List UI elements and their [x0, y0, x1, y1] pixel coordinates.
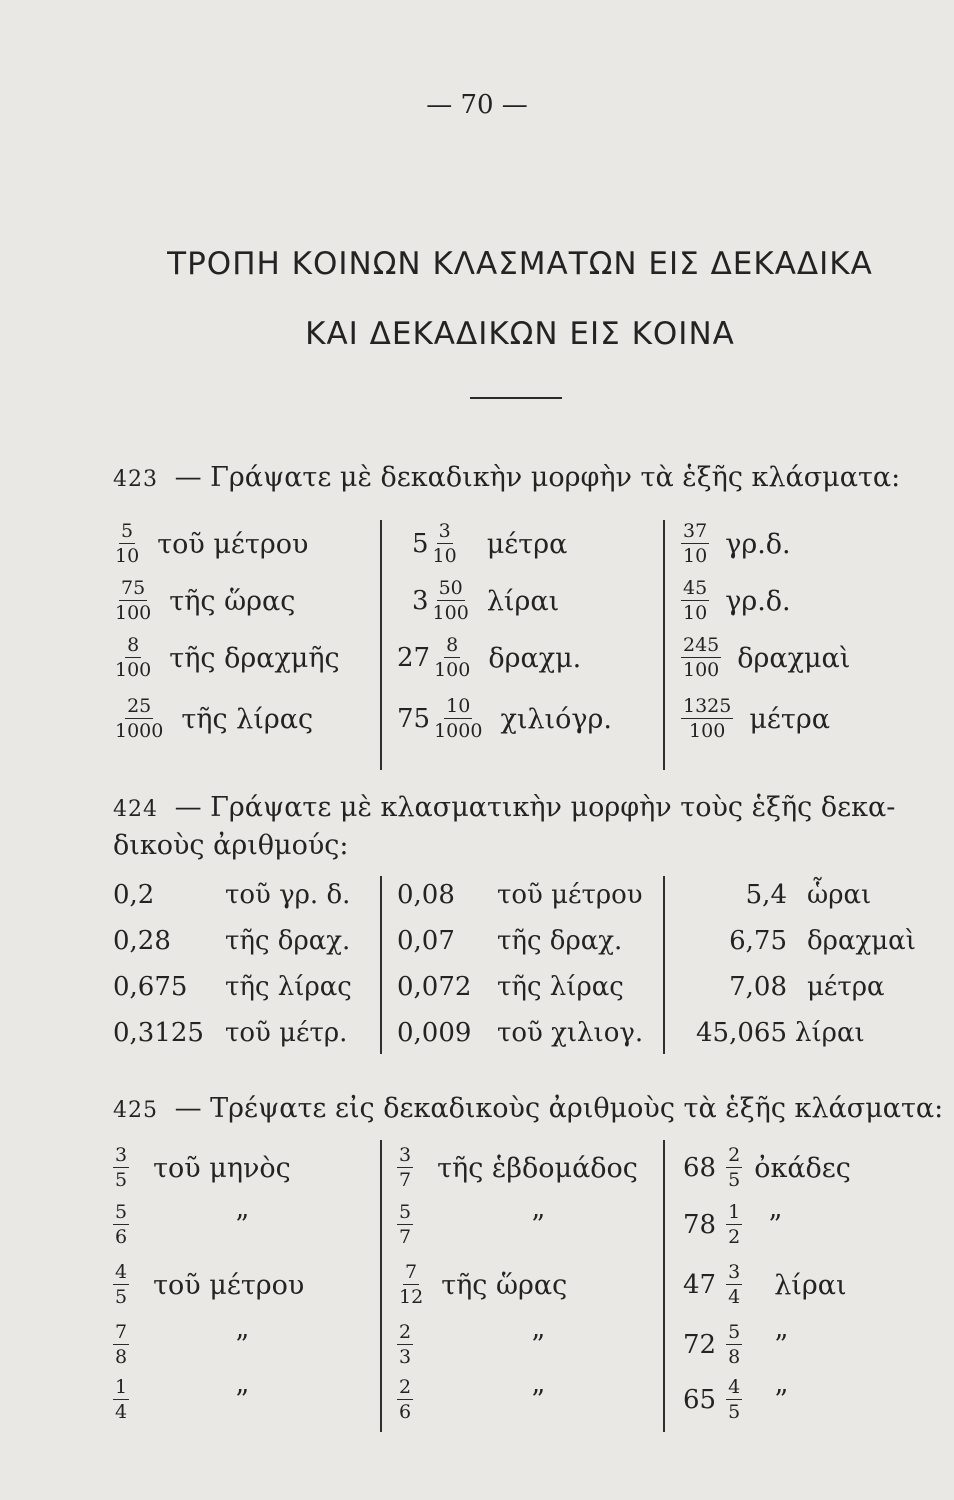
- fraction: $\frac{25}{1000}$: [115, 695, 164, 742]
- fraction: $\frac{7}{8}$: [115, 1321, 128, 1368]
- fraction: $\frac{2}{3}$: [399, 1321, 412, 1368]
- fraction-item: $\frac{75}{100}$ τῆς ὥρας: [115, 577, 296, 624]
- fraction: $\frac{3}{5}$: [115, 1144, 128, 1191]
- fraction-item: $\frac{37}{10}$ γρ.δ.: [683, 520, 791, 567]
- mixed-number-item: 65 $\frac{4}{5}$ ”: [683, 1376, 788, 1423]
- exercise-text: — Γράψατε μὲ κλασματικὴν μορφὴν τοὺς ἑξῆς δεκα-: [174, 792, 896, 823]
- fraction: $\frac{2}{6}$: [399, 1376, 412, 1423]
- exercise-text: — Τρέψατε εἰς δεκαδικοὺς ἀριθμοὺς τὰ ἑξῆς κλάσματα:: [174, 1093, 944, 1124]
- decimal-item: 0,3125 τοῦ μέτρ.: [113, 1018, 348, 1048]
- fraction: $\frac{50}{100}$: [432, 577, 469, 624]
- fraction: $\frac{5}{10}$: [115, 520, 140, 567]
- column-divider: [380, 520, 382, 770]
- fraction: $\frac{5}{6}$: [115, 1201, 128, 1248]
- column-divider: [663, 520, 665, 770]
- exercise-424-heading-cont: δικοὺς ἀριθμούς:: [113, 830, 349, 861]
- fraction: $\frac{1}{2}$: [728, 1201, 741, 1248]
- decimal-item: 0,08 τοῦ μέτρου: [397, 880, 643, 910]
- mixed-number-item: 72 $\frac{5}{8}$ ”: [683, 1321, 788, 1368]
- decimal-item: 6,75 δραχμαὶ: [729, 926, 916, 956]
- decimal-item: 0,009 τοῦ χιλιογ.: [397, 1018, 644, 1048]
- mixed-number-item: 75 $\frac{10}{1000}$ χιλιόγρ.: [397, 695, 612, 742]
- decimal-item: 0,07 τῆς δραχ.: [397, 926, 623, 956]
- decimal-item: 0,072 τῆς λίρας: [397, 972, 624, 1002]
- fraction-item: $\frac{3}{5}$ τοῦ μηνὸς: [115, 1144, 291, 1191]
- fraction-item: $\frac{245}{100}$ δραχμαὶ: [683, 634, 851, 681]
- fraction-item: $\frac{3}{7}$ τῆς ἑβδομάδος: [399, 1144, 638, 1191]
- fraction-item: $\frac{4}{5}$ τοῦ μέτρου: [115, 1261, 305, 1308]
- exercise-number: 424: [113, 797, 158, 822]
- page-number: — 70 —: [426, 90, 528, 120]
- fraction: $\frac{8}{100}$: [434, 634, 471, 681]
- exercise-number: 423: [113, 467, 158, 492]
- mixed-number-item: 68 $\frac{2}{5}$ ὀκάδες: [683, 1144, 851, 1191]
- fraction: $\frac{5}{8}$: [728, 1321, 741, 1368]
- fraction: $\frac{45}{10}$: [683, 577, 708, 624]
- fraction: $\frac{1325}{100}$: [683, 695, 732, 742]
- title-divider: [470, 397, 562, 399]
- fraction-item: $\frac{5}{7}$ ”: [399, 1201, 545, 1248]
- fraction-item: $\frac{5}{10}$ τοῦ μέτρου: [115, 520, 309, 567]
- mixed-number-item: 78 $\frac{1}{2}$ ”: [683, 1201, 782, 1248]
- section-title-line1: ΤΡΟΠΗ ΚΟΙΝΩΝ ΚΛΑΣΜΑΤΩΝ ΕΙΣ ΔΕΚΑΔΙΚΑ: [167, 246, 873, 282]
- mixed-number-item: 47 $\frac{3}{4}$ λίραι: [683, 1261, 847, 1308]
- fraction-item: $\frac{5}{6}$ ”: [115, 1201, 249, 1248]
- mixed-number-item: 27 $\frac{8}{100}$ δραχμ.: [397, 634, 582, 681]
- exercise-424-heading: [113, 792, 895, 823]
- exercise-425-heading: [113, 1093, 943, 1124]
- fraction: $\frac{8}{100}$: [115, 634, 152, 681]
- decimal-item: 7,08 μέτρα: [729, 972, 885, 1002]
- decimal-item: 0,675 τῆς λίρας: [113, 972, 352, 1002]
- mixed-number-item: 3 $\frac{50}{100}$ λίραι: [412, 577, 560, 624]
- fraction-item: $\frac{2}{6}$ ”: [399, 1376, 545, 1423]
- section-title-line2: ΚΑΙ ΔΕΚΑΔΙΚΩΝ ΕΙΣ ΚΟΙΝΑ: [305, 316, 735, 352]
- fraction-item: $\frac{25}{1000}$ τῆς λίρας: [115, 695, 314, 742]
- exercise-423-heading: [113, 462, 900, 493]
- fraction-item: $\frac{1}{4}$ ”: [115, 1376, 249, 1423]
- fraction: $\frac{245}{100}$: [683, 634, 720, 681]
- decimal-item: 5,4 ὧραι: [745, 880, 872, 910]
- fraction: $\frac{3}{7}$: [399, 1144, 412, 1191]
- decimal-item: 45,065 λίραι: [696, 1018, 865, 1048]
- fraction: $\frac{75}{100}$: [115, 577, 152, 624]
- fraction: $\frac{1}{4}$: [115, 1376, 128, 1423]
- fraction: $\frac{3}{10}$: [432, 520, 457, 567]
- column-divider: [380, 1140, 382, 1432]
- fraction-item: $\frac{45}{10}$ γρ.δ.: [683, 577, 791, 624]
- fraction-item: $\frac{8}{100}$ τῆς δραχμῆς: [115, 634, 340, 681]
- column-divider: [380, 876, 382, 1054]
- fraction: $\frac{4}{5}$: [728, 1376, 741, 1423]
- fraction: $\frac{3}{4}$: [728, 1261, 741, 1308]
- fraction: $\frac{37}{10}$: [683, 520, 708, 567]
- fraction-item: $\frac{7}{8}$ ”: [115, 1321, 249, 1368]
- fraction-item: $\frac{7}{12}$ τῆς ὥρας: [399, 1261, 568, 1308]
- fraction: $\frac{10}{1000}$: [434, 695, 483, 742]
- fraction: $\frac{2}{5}$: [728, 1144, 741, 1191]
- fraction: $\frac{4}{5}$: [115, 1261, 128, 1308]
- fraction-item: $\frac{1325}{100}$ μέτρα: [683, 695, 830, 742]
- decimal-item: 0,2 τοῦ γρ. δ.: [113, 880, 351, 910]
- mixed-number-item: 5 $\frac{3}{10}$ μέτρα: [412, 520, 568, 567]
- fraction: $\frac{7}{12}$: [399, 1261, 424, 1308]
- decimal-item: 0,28 τῆς δραχ.: [113, 926, 351, 956]
- exercise-number: 425: [113, 1098, 158, 1123]
- fraction: $\frac{5}{7}$: [399, 1201, 412, 1248]
- column-divider: [663, 876, 665, 1054]
- exercise-text: — Γράψατε μὲ δεκαδικὴν μορφὴν τὰ ἑξῆς κλάσματα:: [174, 462, 901, 493]
- fraction-item: $\frac{2}{3}$ ”: [399, 1321, 545, 1368]
- column-divider: [663, 1140, 665, 1432]
